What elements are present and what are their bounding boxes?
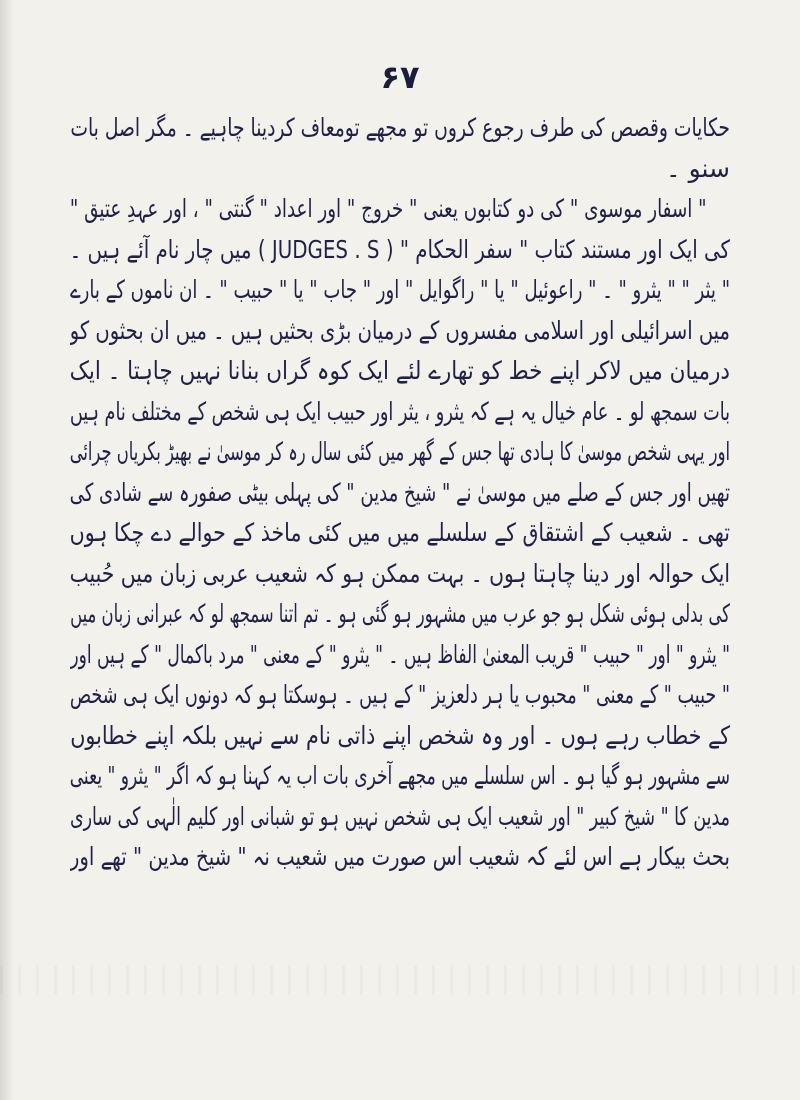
text-line: کے خطاب رہے ہوں ۔ اور وہ شخص اپنے ذاتی نام سے نہیں بلکہ اپنے خطابوں: [70, 720, 730, 750]
text-line: بحث بیکار ہے اس لئے کہ شعیب اس صورت میں شعیب نہ " شیخ مدین " تھے اور: [70, 842, 730, 871]
text-line: کی ایک اور مستند کتاب " سفر الحکام " ( JUDGES . S ) میں چار نام آئے ہیں ۔: [70, 234, 730, 264]
text-line: ایک حوالہ اور دینا چاہتا ہوں ۔ بہت ممکن ہو کہ شعیب عربی زبان میں حُبیب: [70, 558, 730, 588]
text-line: کی بدلی ہوئی شکل ہو جو عرب میں مشہور ہو گئی ہو ۔ تم اتنا سمجھ لو کہ عبرانی زبان میں: [70, 599, 730, 628]
show-through-bleed: [0, 965, 800, 995]
text-line: سنو ۔: [665, 153, 730, 183]
page-number: ۶۷: [380, 58, 420, 96]
text-line: تھی ۔ شعیب کے اشتقاق کے سلسلے میں میں کئی ماخذ کے حوالے دے چکا ہوں: [70, 518, 730, 547]
text-line: حکایات وقصص کی طرف رجوع کروں تو مجھے تومعاف کردینا چاہیے ۔ مگر اصل بات: [70, 113, 730, 142]
page-gutter-shadow: [0, 0, 14, 1100]
text-line: " یثرو " اور " حبیب " قریب المعنیٰ الفاظ ہیں ۔ " یثرو " کے معنی " مرد باکمال " کے ہیں اور: [70, 639, 730, 669]
text-line: میں اسرائیلی اور اسلامی مفسروں کے درمیان بڑی بحثیں ہیں ۔ میں ان بحثوں کو: [70, 315, 730, 345]
text-line: تھیں اور جس کے صلے میں موسیٰ نے " شیخ مدین " کی پہلی بیٹی صفورہ سے شادی کی: [70, 477, 730, 507]
text-line: درمیان میں لاکر اپنے خط کو تھارے لئے ایک کوہ گراں بنانا نہیں چاہتا ۔ ایک: [70, 356, 730, 385]
text-line: اور یہی شخص موسیٰ کا ہادی تھا جس کے گھر میں کئی سال رہ کر موسیٰ نے بھیڑ بکریاں چرائی: [70, 437, 730, 466]
text-line: سے مشہور ہو گیا ہو ۔ اس سلسلے میں مجھے آخری بات اب یہ کہنا ہو کہ اگر " یثرو " یعنی: [70, 761, 730, 790]
text-line: بات سمجھ لو ۔ عام خیال یہ ہے کہ یثرو ، یثر اور حبیب ایک ہی شخص کے مختلف نام ہیں: [70, 396, 730, 426]
text-line: " یثر " " یثرو " ۔ " راعوئیل " یا " راگوایل " اور " جاب " یا " حبیب " ۔ ان ناموں کے بارے: [70, 275, 730, 304]
body-text: [70, 108, 730, 878]
text-line: مدین کا " شیخ کبیر " اور شعیب ایک ہی شخص نہیں ہو تو شبانی اور کلیم الٰہی کی ساری: [70, 801, 730, 831]
text-line: " اسفار موسوی " کی دو کتابوں یعنی " خروج " اور اعداد " گنتی " ، اور عہدِ عتیق ": [69, 194, 707, 223]
text-line: " حبیب " کے معنی " محبوب یا ہر دلعزیز " کے ہیں ۔ ہوسکتا ہو کہ دونوں ایک ہی شخص: [70, 680, 730, 709]
